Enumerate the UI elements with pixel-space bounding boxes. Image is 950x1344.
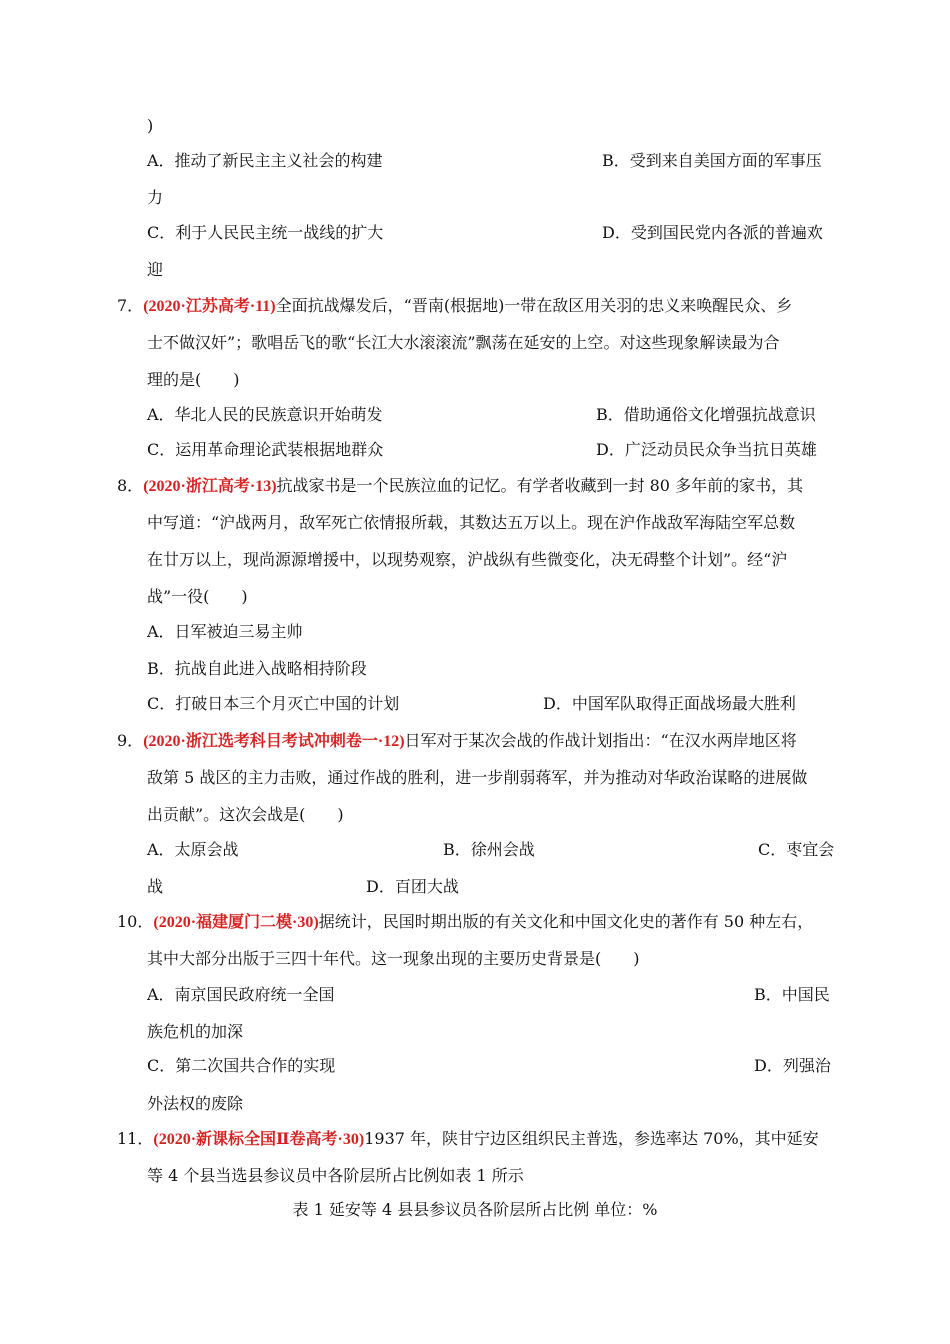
table-caption: 表 1 延安等 4 县县参议员各阶层所占比例 单位：% [292, 1200, 658, 1219]
q6-option-c: C．利于人民民主统一战线的扩大 [147, 223, 384, 242]
q11-source: (2020·新课标全国Ⅱ卷高考·30) [153, 1131, 365, 1148]
q9-line1 [117, 731, 797, 752]
q7-source: (2020·江苏高考·11) [143, 298, 276, 315]
q10-line2: 其中大部分出版于三四十年代。这一现象出现的主要历史背景是( ) [147, 949, 640, 968]
q9-option-c-wrap: 战 [147, 877, 164, 896]
q10-option-d-wrap: 外法权的废除 [147, 1094, 244, 1113]
q10-source: (2020·福建厦门二模·30) [153, 914, 319, 931]
q11-line2: 等 4 个县当选县参议员中各阶层所占比例如表 1 所示 [147, 1166, 524, 1185]
q10-option-b: B．中国民 [754, 985, 830, 1004]
q6-option-d-wrap: 迎 [147, 260, 164, 279]
q7-number: 7． [117, 296, 144, 315]
q8-option-c: C．打破日本三个月灭亡中国的计划 [147, 694, 400, 713]
q10-option-b-wrap: 族危机的加深 [147, 1022, 244, 1041]
q7-line3: 理的是( ) [147, 370, 240, 389]
q8-line4: 战”一役( ) [147, 587, 248, 606]
q8-source: (2020·浙江高考·13) [143, 478, 277, 495]
q9-text-1: 日军对于某次会战的作战计划指出：“在汉水两岸地区将 [404, 731, 797, 750]
q8-option-b: B．抗战自此进入战略相持阶段 [147, 659, 367, 678]
q9-source: (2020·浙江选考科目考试冲刺卷一·12) [143, 733, 405, 750]
q8-line1 [117, 476, 803, 497]
q8-number: 8． [117, 476, 144, 495]
q8-line3: 在廿万以上，现尚源源增援中，以现势观察，沪战纵有些微变化，决无碍整个计划”。经“沪 [147, 550, 788, 569]
q9-option-c: C．枣宜会 [758, 840, 835, 859]
q11-line1 [117, 1129, 819, 1150]
q6-option-a: A．推动了新民主主义社会的构建 [147, 151, 383, 170]
q7-option-d: D．广泛动员民众争当抗日英雄 [596, 440, 817, 459]
q9-option-d: D．百团大战 [366, 877, 459, 896]
q11-text-1: 1937 年，陕甘宁边区组织民主普选，参选率达 70%，其中延安 [364, 1129, 819, 1148]
q9-line3: 出贡献”。这次会战是( ) [147, 805, 344, 824]
q10-text-1: 据统计，民国时期出版的有关文化和中国文化史的著作有 50 种左右， [318, 912, 814, 931]
q10-line1 [117, 912, 813, 933]
q7-line2: 士不做汉奸”；歌唱岳飞的歌“长江大水滚滚流”飘荡在延安的上空。对这些现象解读最为合 [147, 333, 780, 352]
q11-number: 11． [117, 1129, 154, 1148]
q6-option-d: D．受到国民党内各派的普遍欢 [602, 223, 823, 242]
q10-option-d: D．列强治 [754, 1056, 831, 1075]
q6-tail: ) [147, 116, 154, 135]
q7-line1 [117, 296, 792, 317]
q7-text-1: 全面抗战爆发后，“晋南(根据地)一带在敌区用关羽的忠义来唤醒民众、乡 [275, 296, 793, 315]
q9-number: 9． [117, 731, 144, 750]
q10-option-a: A．南京国民政府统一全国 [147, 985, 335, 1004]
q7-option-b: B．借助通俗文化增强抗战意识 [596, 405, 816, 424]
q6-option-b: B．受到来自美国方面的军事压 [602, 151, 822, 170]
q9-line2: 敌第 5 战区的主力击败，通过作战的胜利，进一步削弱蒋军，并为推动对华政治谋略的进展做 [147, 768, 808, 787]
q7-option-a: A．华北人民的民族意识开始萌发 [147, 405, 383, 424]
q8-option-a: A．日军被迫三易主帅 [147, 622, 303, 641]
q9-option-a: A．太原会战 [147, 840, 239, 859]
q7-option-c: C．运用革命理论武装根据地群众 [147, 440, 384, 459]
q6-option-b-wrap: 力 [147, 188, 164, 207]
q10-number: 10． [117, 912, 154, 931]
q8-line2: 中写道：“沪战两月，敌军死亡依情报所载，其数达五万以上。现在沪作战敌军海陆空军总数 [147, 513, 796, 532]
q9-option-b: B．徐州会战 [443, 840, 535, 859]
q8-text-1: 抗战家书是一个民族泣血的记忆。有学者收藏到一封 80 多年前的家书，其 [276, 476, 804, 495]
q8-option-d: D．中国军队取得正面战场最大胜利 [543, 694, 796, 713]
q10-option-c: C．第二次国共合作的实现 [147, 1056, 336, 1075]
